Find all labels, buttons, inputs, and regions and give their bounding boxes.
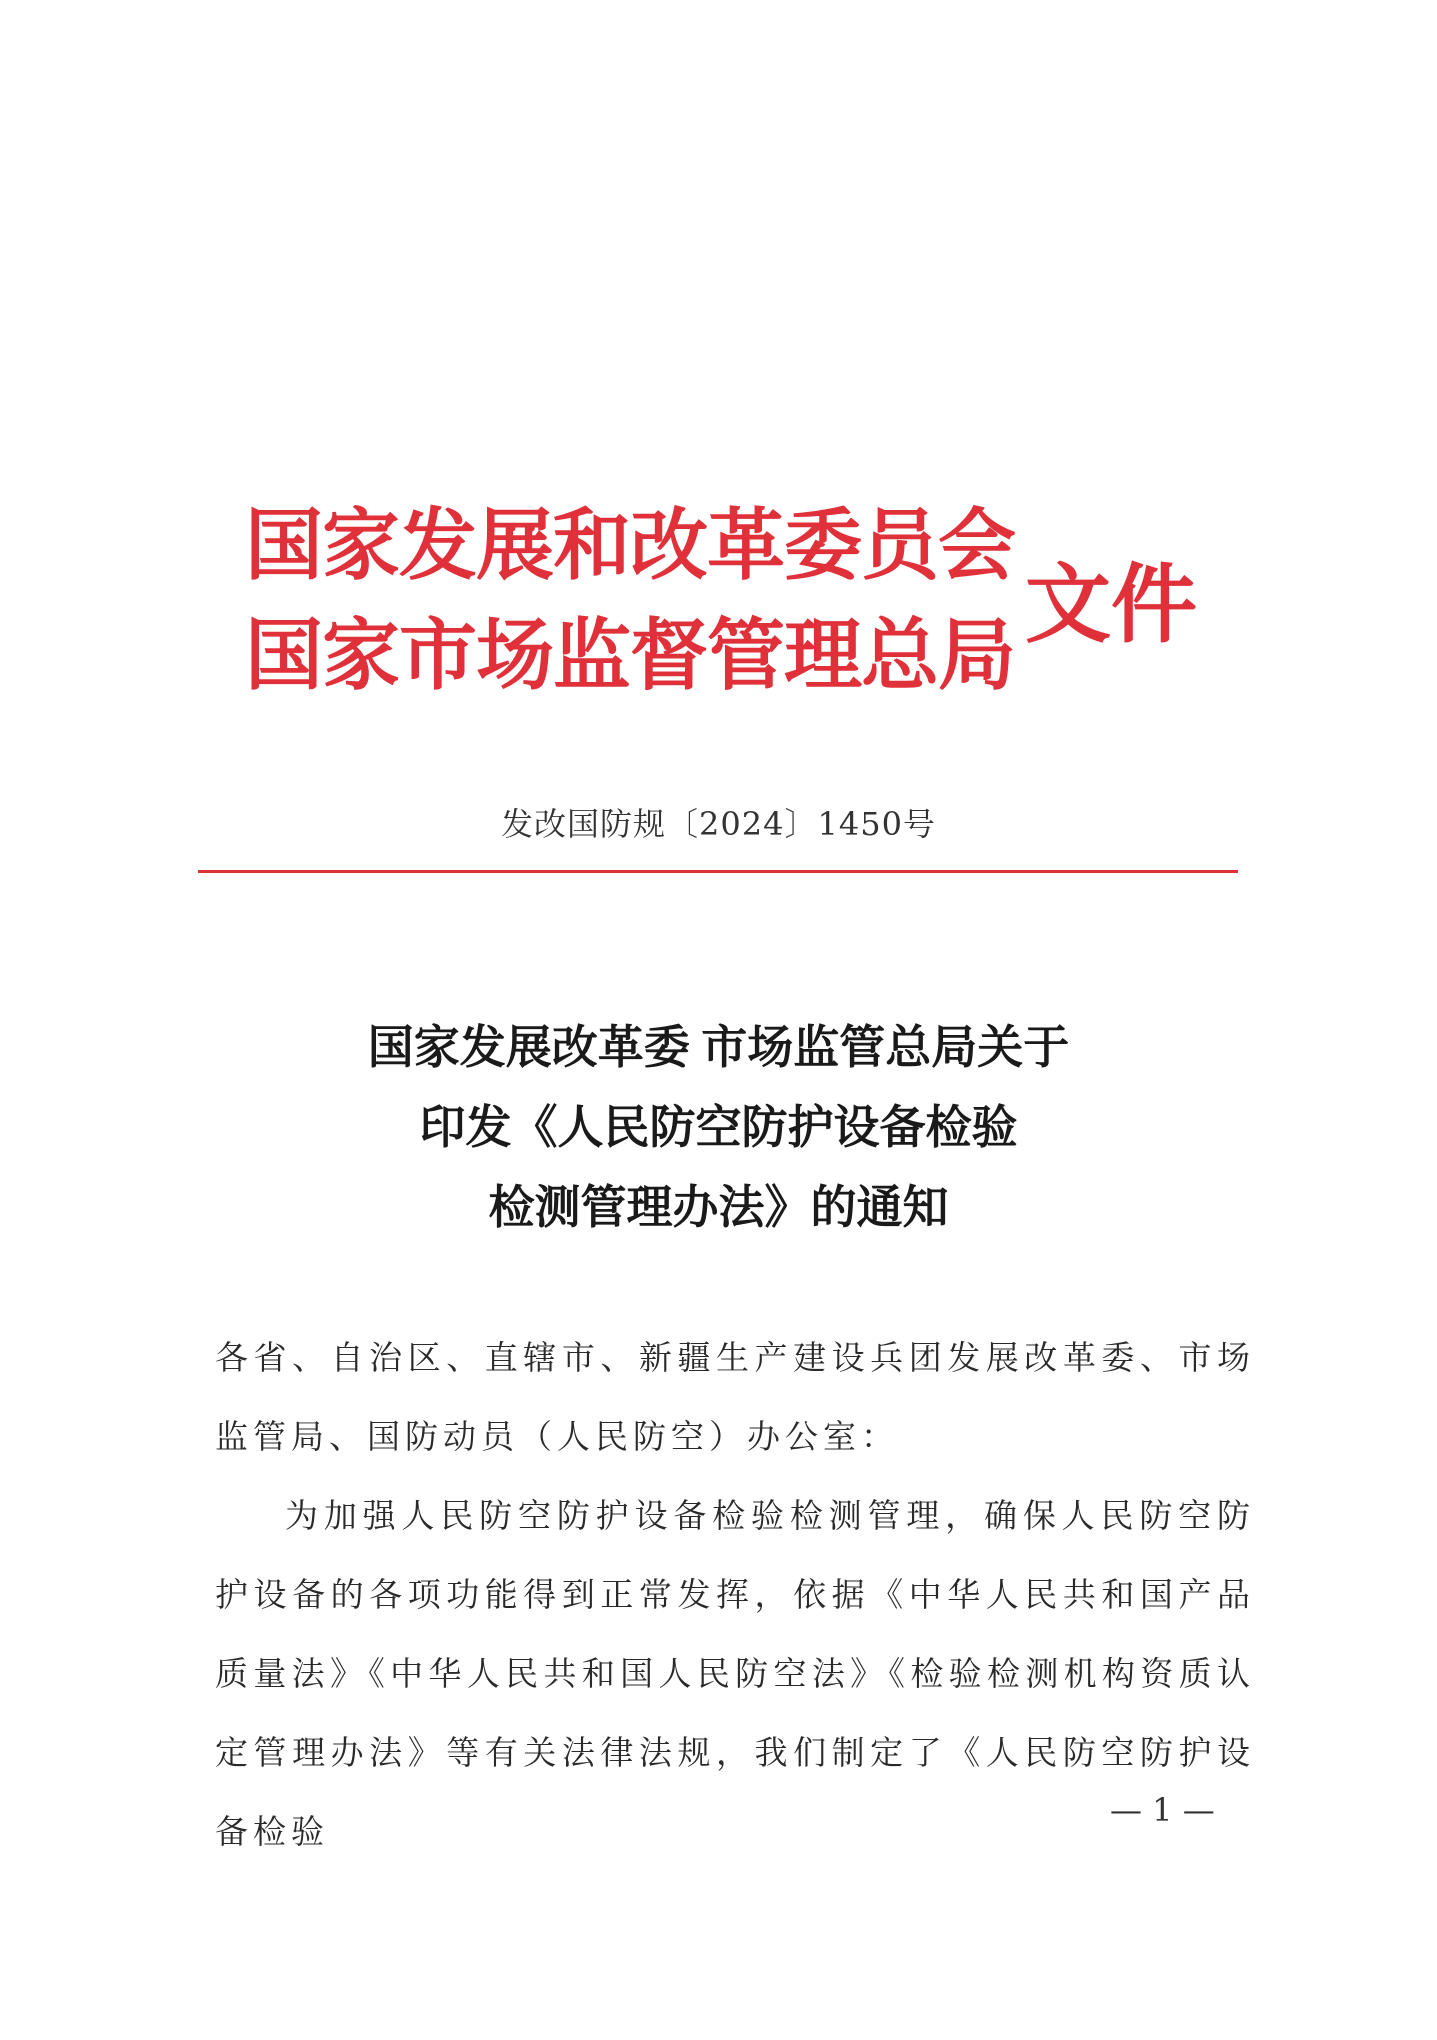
document-body <box>215 1318 1255 1871</box>
title-line-2: 印发《人民防空防护设备检验 <box>419 1102 1018 1153</box>
document-title <box>0 1008 1437 1248</box>
issuer-header <box>245 500 1225 730</box>
title-line-3: 检测管理办法》的通知 <box>488 1182 949 1233</box>
recipients-line: 各省、自治区、直辖市、新疆生产建设兵团发展改革委、市场监管局、国防动员（人民防空）办公室： <box>215 1338 1255 1456</box>
red-divider-line <box>198 870 1238 873</box>
issuer-name-1: 国家发展和改革委员会 <box>245 500 1016 591</box>
page-number: — 1 — <box>1110 1791 1215 1829</box>
issuer-name-2: 国家市场监督管理总局 <box>245 610 1016 701</box>
title-line-1: 国家发展改革委 市场监管总局关于 <box>367 1022 1070 1073</box>
document-type-label: 文件 <box>1025 554 1197 655</box>
body-paragraph: 为加强人民防空防护设备检验检测管理，确保人民防空防护设备的各项功能得到正常发挥，依据《中华人民共和国产品质量法》《中华人民共和国人民防空法》《检验检测机构资质认定管理办法》等有关法律法规，我们制定了《人民防空防护设备检验 <box>215 1496 1255 1851</box>
document-number: 发改国防规〔2024〕1450号 <box>501 805 936 843</box>
